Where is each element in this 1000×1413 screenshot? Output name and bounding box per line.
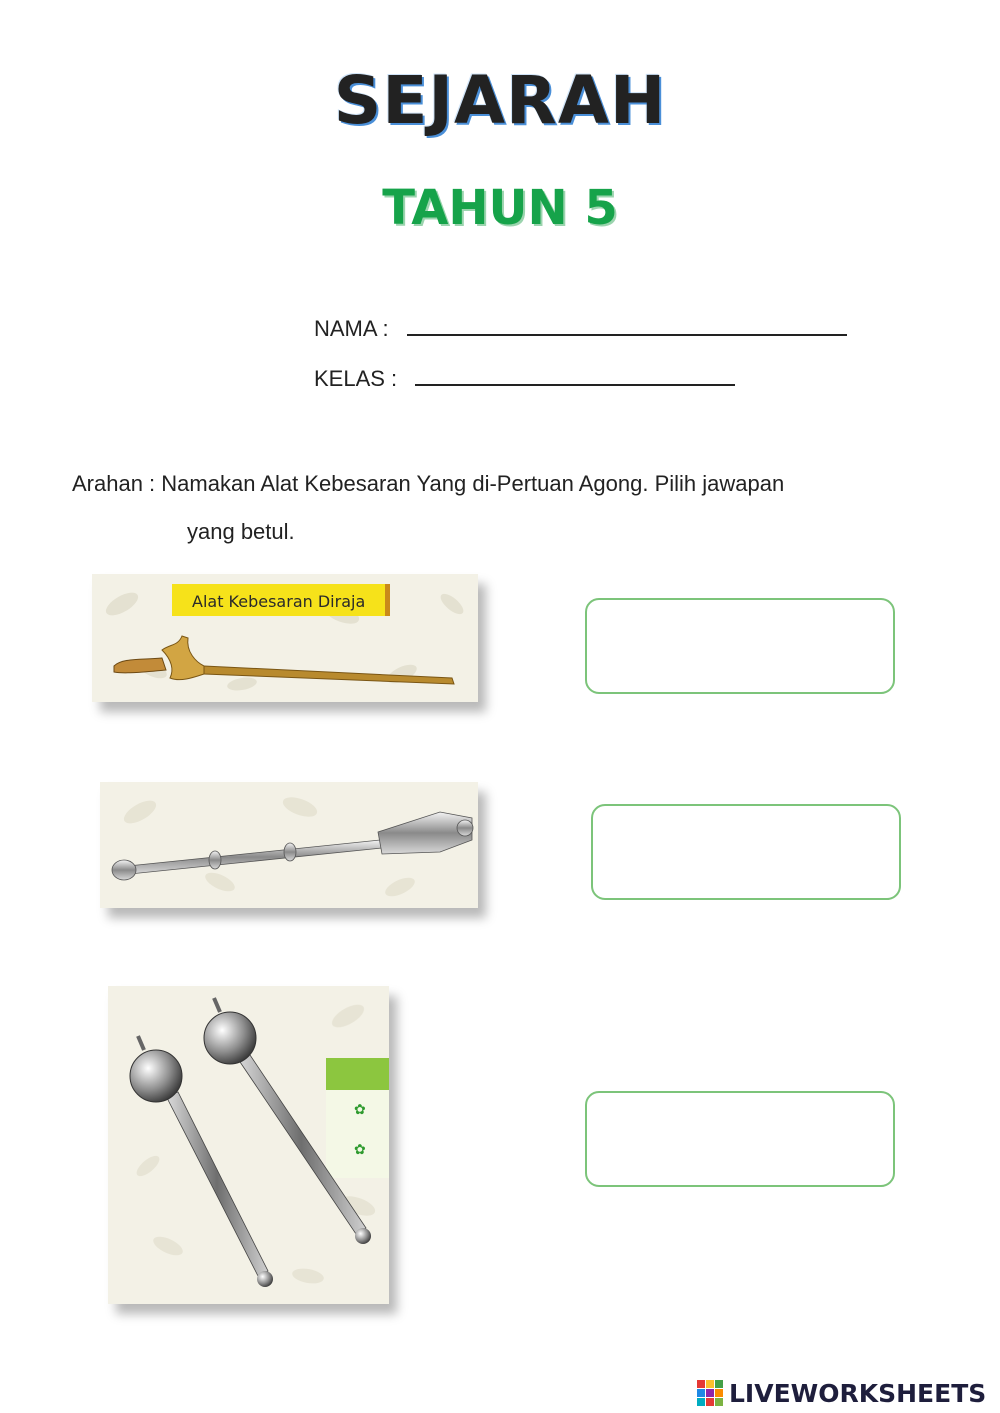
name-field xyxy=(314,314,847,342)
answer-box-3[interactable] xyxy=(585,1091,895,1187)
flower-bullet-icon: ✿ xyxy=(354,1101,366,1117)
keris-caption: Alat Kebesaran Diraja xyxy=(192,592,366,611)
keris-icon xyxy=(92,574,478,702)
gada-icon xyxy=(108,986,389,1304)
cokmar-icon xyxy=(100,782,478,908)
gada-image xyxy=(108,986,389,1304)
class-field xyxy=(314,364,735,392)
logo-text: LIVEWORKSHEETS xyxy=(729,1378,987,1408)
page-subtitle: TAHUN 5 xyxy=(382,180,618,236)
class-blank-line[interactable] xyxy=(415,364,735,386)
answer-box-2[interactable] xyxy=(591,804,901,900)
instruction-line-1: Arahan : Namakan Alat Kebesaran Yang di-Pertuan Agong. Pilih jawapan xyxy=(72,471,785,496)
name-label: NAMA : xyxy=(314,316,389,341)
name-blank-line[interactable] xyxy=(407,314,847,336)
answer-box-1[interactable] xyxy=(585,598,895,694)
cokmar-image xyxy=(100,782,478,908)
class-label: KELAS : xyxy=(314,366,398,391)
instruction-line-2: yang betul. xyxy=(187,519,295,544)
keris-image xyxy=(92,574,478,702)
liveworksheets-logo[interactable] xyxy=(697,1378,986,1408)
flower-bullet-icon: ✿ xyxy=(354,1141,366,1157)
instructions xyxy=(72,460,784,556)
logo-grid-icon xyxy=(697,1380,723,1406)
page-title: SEJARAH xyxy=(333,62,667,139)
